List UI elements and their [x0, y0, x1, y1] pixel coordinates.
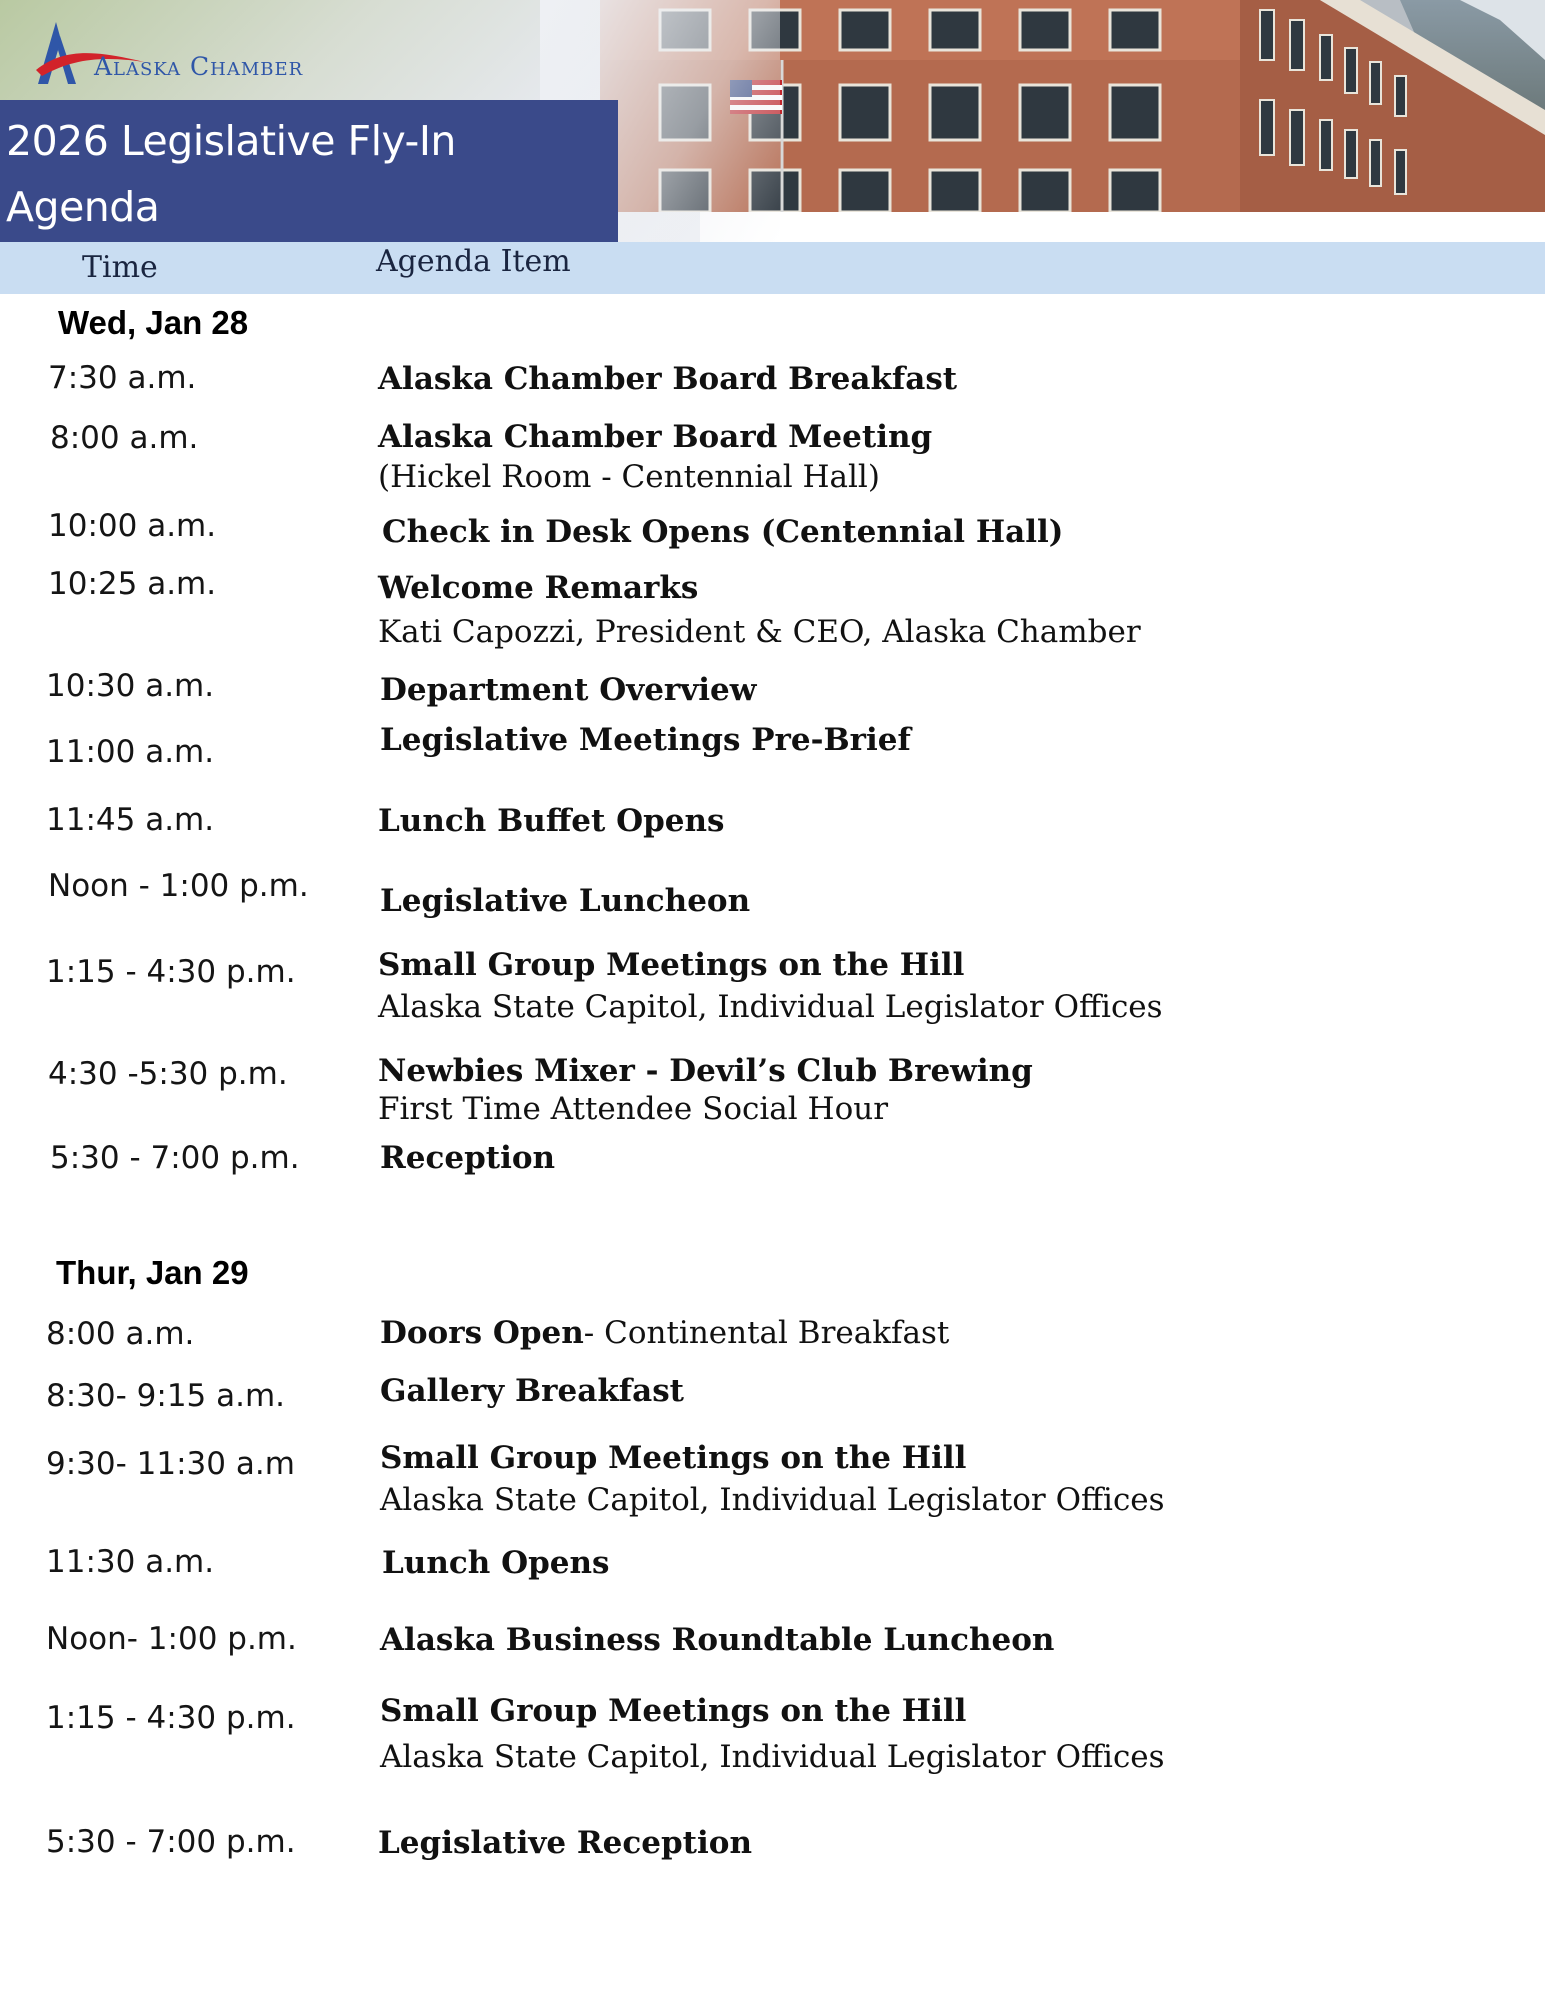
column-header-time: Time	[82, 250, 158, 285]
agenda-time: 5:30 - 7:00 p.m.	[46, 1824, 296, 1860]
agenda-item-detail: Alaska State Capitol, Individual Legislator Offices	[380, 1739, 1165, 1775]
agenda-item-title: Legislative Meetings Pre-Brief	[380, 722, 911, 758]
agenda-item-title: Check in Desk Opens (Centennial Hall)	[382, 514, 1064, 550]
agenda-item	[380, 881, 750, 921]
agenda-item-title: Small Group Meetings on the Hill	[380, 1693, 967, 1729]
agenda-item	[378, 568, 1141, 652]
agenda-item-title: Gallery Breakfast	[380, 1373, 684, 1409]
agenda-item	[382, 512, 1063, 552]
agenda-item	[378, 417, 932, 497]
agenda-time: 10:25 a.m.	[48, 566, 217, 602]
agenda-item	[378, 1051, 1033, 1129]
agenda-time: 10:30 a.m.	[46, 668, 215, 704]
agenda-item-title: Small Group Meetings on the Hill	[378, 947, 965, 983]
column-header-agenda-item: Agenda Item	[376, 244, 571, 279]
agenda-item-title: Welcome Remarks	[378, 570, 699, 606]
agenda-item-title: Small Group Meetings on the Hill	[380, 1440, 967, 1476]
agenda-item-title: Alaska Business Roundtable Luncheon	[380, 1622, 1055, 1658]
day-heading: Wed, Jan 28	[58, 304, 249, 341]
agenda-item	[380, 720, 911, 760]
agenda-time: 1:15 - 4:30 p.m.	[46, 1700, 296, 1736]
agenda-item-title: Lunch Opens	[382, 1545, 610, 1581]
page-header	[0, 0, 1545, 242]
agenda-item-title: Department Overview	[380, 672, 757, 708]
agenda-time: 8:00 a.m.	[50, 420, 199, 456]
agenda-item-detail: (Hickel Room - Centennial Hall)	[378, 459, 880, 495]
agenda-time: Noon - 1:00 p.m.	[48, 868, 309, 904]
agenda-time: 4:30 -5:30 p.m.	[48, 1056, 288, 1092]
agenda-item-inline-detail: - Continental Breakfast	[583, 1315, 950, 1351]
agenda-item-title: Newbies Mixer - Devil’s Club Brewing	[378, 1053, 1033, 1089]
title-line-2: Agenda	[6, 183, 160, 231]
agenda-item	[382, 1543, 609, 1583]
agenda-item	[378, 359, 957, 399]
agenda-item	[380, 670, 756, 710]
agenda-item	[380, 1138, 555, 1178]
title-line-1: 2026 Legislative Fly-In	[6, 117, 456, 165]
agenda-time: 11:00 a.m.	[46, 734, 215, 770]
agenda-item-title: Alaska Chamber Board Meeting	[378, 419, 933, 455]
agenda-time: 11:30 a.m.	[46, 1544, 215, 1580]
agenda-item	[380, 1313, 949, 1353]
agenda-item	[378, 945, 1163, 1027]
agenda-item-detail: Alaska State Capitol, Individual Legislator Offices	[378, 989, 1163, 1025]
agenda-item	[380, 1438, 1165, 1520]
agenda-time: 7:30 a.m.	[48, 360, 197, 396]
day-heading: Thur, Jan 29	[56, 1254, 249, 1291]
agenda-item-detail: Alaska State Capitol, Individual Legislator Offices	[380, 1482, 1165, 1518]
agenda-item-title: Legislative Luncheon	[380, 883, 751, 919]
agenda-item-detail: First Time Attendee Social Hour	[378, 1091, 889, 1127]
agenda-item	[380, 1620, 1054, 1660]
org-name: Alaska Chamber	[94, 52, 304, 81]
agenda-time: Noon- 1:00 p.m.	[46, 1621, 297, 1657]
agenda-time: 1:15 - 4:30 p.m.	[46, 954, 296, 990]
agenda-item-title: Alaska Chamber Board Breakfast	[378, 361, 958, 397]
agenda-time: 8:00 a.m.	[46, 1316, 195, 1352]
agenda-time: 11:45 a.m.	[46, 802, 215, 838]
agenda-item-title: Lunch Buffet Opens	[378, 803, 725, 839]
agenda-time: 9:30- 11:30 a.m	[46, 1446, 295, 1482]
agenda-item-title: Legislative Reception	[378, 1825, 752, 1861]
agenda-item	[378, 801, 725, 841]
agenda-item	[378, 1823, 752, 1863]
agenda-item	[380, 1691, 1165, 1777]
agenda-item-title: Doors Open	[380, 1315, 584, 1351]
agenda-time: 5:30 - 7:00 p.m.	[50, 1140, 300, 1176]
agenda-item-title: Reception	[380, 1140, 556, 1176]
page-title	[6, 108, 606, 240]
agenda-item-detail: Kati Capozzi, President & CEO, Alaska Chamber	[378, 614, 1141, 650]
agenda-time: 8:30- 9:15 a.m.	[46, 1378, 286, 1414]
agenda-time: 10:00 a.m.	[48, 508, 217, 544]
agenda-item	[380, 1371, 684, 1411]
column-header-bar	[0, 242, 1545, 294]
